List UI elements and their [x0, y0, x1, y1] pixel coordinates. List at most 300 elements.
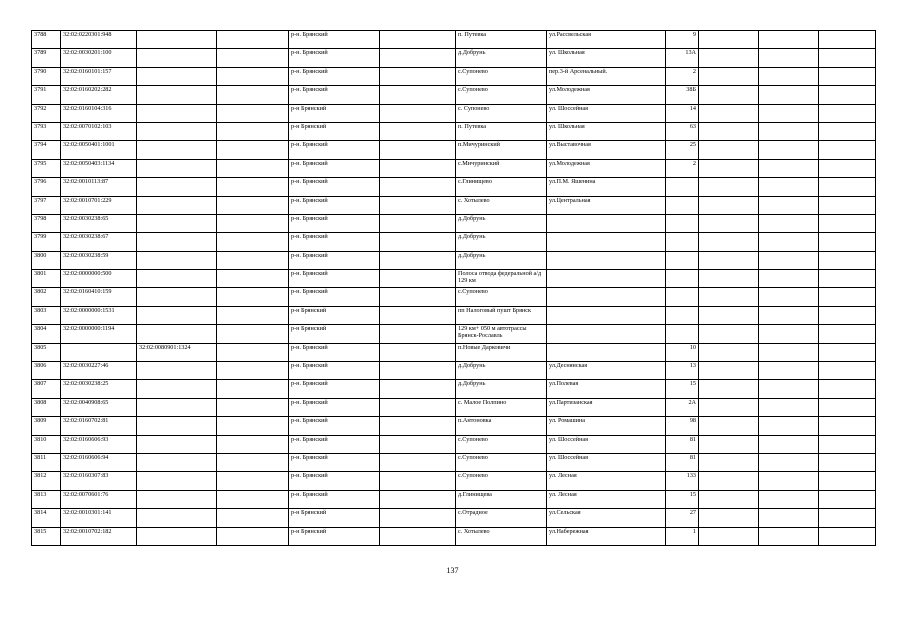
table-row	[32, 104, 876, 122]
extra-number-cell	[137, 122, 217, 140]
extra-number-cell	[137, 453, 217, 471]
blank-cell	[217, 233, 289, 251]
blank-cell	[217, 362, 289, 380]
settlement-cell: с.Супонево	[456, 67, 547, 85]
blank-cell	[699, 490, 759, 508]
settlement-cell: с. Малое Полпино	[456, 398, 547, 416]
blank-cell	[759, 490, 819, 508]
row-number-cell: 3801	[32, 270, 61, 288]
blank-cell	[217, 104, 289, 122]
row-number-cell: 3795	[32, 159, 61, 177]
house-number-cell	[666, 288, 699, 306]
district-cell: р-н. Брянский	[289, 288, 380, 306]
row-number-cell: 3796	[32, 178, 61, 196]
blank-cell	[819, 122, 876, 140]
cadastral-number-cell: 32:02:0000000:1531	[61, 306, 137, 324]
street-cell: ул. Шоссейная	[547, 104, 666, 122]
extra-number-cell	[137, 178, 217, 196]
cadastral-number-cell: 32:02:0050403:1134	[61, 159, 137, 177]
row-number-cell: 3798	[32, 214, 61, 232]
district-cell: р-н. Брянский	[289, 196, 380, 214]
street-cell: ул.Сельская	[547, 509, 666, 527]
row-number-cell: 3799	[32, 233, 61, 251]
blank-cell	[699, 196, 759, 214]
blank-cell	[759, 31, 819, 49]
district-cell: р-н. Брянский	[289, 343, 380, 361]
district-cell: р-н. Брянский	[289, 141, 380, 159]
blank-cell	[380, 104, 456, 122]
blank-cell	[819, 435, 876, 453]
table-row	[32, 306, 876, 324]
district-cell: р-н. Брянский	[289, 490, 380, 508]
house-number-cell	[666, 233, 699, 251]
table-row	[32, 67, 876, 85]
row-number-cell: 3792	[32, 104, 61, 122]
house-number-cell: 9	[666, 31, 699, 49]
blank-cell	[759, 214, 819, 232]
blank-cell	[217, 343, 289, 361]
settlement-cell: п. Путевка	[456, 31, 547, 49]
blank-cell	[759, 233, 819, 251]
cadastral-number-cell: 32:02:0000000:1194	[61, 325, 137, 343]
blank-cell	[380, 31, 456, 49]
row-number-cell: 3810	[32, 435, 61, 453]
blank-cell	[217, 325, 289, 343]
street-cell: ул.Полевая	[547, 380, 666, 398]
blank-cell	[380, 472, 456, 490]
district-cell: р-н. Брянский	[289, 49, 380, 67]
street-cell	[547, 233, 666, 251]
settlement-cell: 129 км+ 050 м автотрассы Брянск-Рославль	[456, 325, 547, 343]
blank-cell	[380, 435, 456, 453]
district-cell: р-н. Брянский	[289, 159, 380, 177]
settlement-cell: д.Глинищева	[456, 490, 547, 508]
settlement-cell: д.Добрунь	[456, 251, 547, 269]
blank-cell	[217, 306, 289, 324]
extra-number-cell	[137, 270, 217, 288]
blank-cell	[380, 270, 456, 288]
house-number-cell: 25	[666, 141, 699, 159]
cadastral-number-cell: 32:02:0040908:65	[61, 398, 137, 416]
cadastral-number-cell: 32:02:0030201:100	[61, 49, 137, 67]
blank-cell	[380, 67, 456, 85]
row-number-cell: 3815	[32, 527, 61, 545]
blank-cell	[819, 196, 876, 214]
house-number-cell: 1	[666, 527, 699, 545]
cadastral-number-cell: 32:02:0160606:94	[61, 453, 137, 471]
street-cell	[547, 306, 666, 324]
blank-cell	[380, 453, 456, 471]
extra-number-cell	[137, 104, 217, 122]
blank-cell	[380, 306, 456, 324]
cadastral-number-cell: 32:02:0160101:157	[61, 67, 137, 85]
extra-number-cell	[137, 251, 217, 269]
blank-cell	[217, 380, 289, 398]
blank-cell	[699, 453, 759, 471]
blank-cell	[759, 472, 819, 490]
blank-cell	[699, 251, 759, 269]
cadastral-number-cell: 32:02:0070102:103	[61, 122, 137, 140]
row-number-cell: 3793	[32, 122, 61, 140]
street-cell: ул. Школьная	[547, 122, 666, 140]
street-cell: пер.3-й Арсенальный.	[547, 67, 666, 85]
blank-cell	[217, 398, 289, 416]
settlement-cell: с.Глинищево	[456, 178, 547, 196]
extra-number-cell	[137, 86, 217, 104]
district-cell: р-н Брянский	[289, 527, 380, 545]
cadastral-number-cell: 32:02:0160606:93	[61, 435, 137, 453]
blank-cell	[759, 362, 819, 380]
blank-cell	[380, 233, 456, 251]
blank-cell	[699, 31, 759, 49]
extra-number-cell	[137, 490, 217, 508]
house-number-cell	[666, 214, 699, 232]
blank-cell	[380, 159, 456, 177]
cadastral-number-cell: 32:02:0030238:25	[61, 380, 137, 398]
blank-cell	[819, 49, 876, 67]
district-cell: р-н. Брянский	[289, 362, 380, 380]
street-cell: ул. Лесная	[547, 472, 666, 490]
table-row	[32, 380, 876, 398]
table-row	[32, 343, 876, 361]
cadastral-number-cell: 32:02:0070601:76	[61, 490, 137, 508]
blank-cell	[819, 490, 876, 508]
blank-cell	[217, 122, 289, 140]
house-number-cell	[666, 178, 699, 196]
blank-cell	[819, 325, 876, 343]
blank-cell	[819, 472, 876, 490]
row-number-cell: 3809	[32, 417, 61, 435]
blank-cell	[380, 288, 456, 306]
blank-cell	[699, 362, 759, 380]
district-cell: р-н Брянский	[289, 306, 380, 324]
row-number-cell: 3794	[32, 141, 61, 159]
blank-cell	[380, 490, 456, 508]
cadastral-number-cell: 32:02:0160410:159	[61, 288, 137, 306]
blank-cell	[217, 417, 289, 435]
cadastral-number-cell: 32:02:0160202:282	[61, 86, 137, 104]
street-cell	[547, 343, 666, 361]
blank-cell	[819, 159, 876, 177]
district-cell: р-н. Брянский	[289, 380, 380, 398]
district-cell: р-н Брянский	[289, 509, 380, 527]
street-cell: ул. Ромашина	[547, 417, 666, 435]
settlement-cell: с.Супонево	[456, 453, 547, 471]
street-cell: ул.П.М. Яшенина	[547, 178, 666, 196]
row-number-cell: 3812	[32, 472, 61, 490]
street-cell	[547, 270, 666, 288]
table-row	[32, 527, 876, 545]
blank-cell	[699, 417, 759, 435]
blank-cell	[217, 251, 289, 269]
table-row	[32, 435, 876, 453]
table-row	[32, 86, 876, 104]
house-number-cell: 2А	[666, 398, 699, 416]
blank-cell	[759, 417, 819, 435]
settlement-cell: д.Добрунь	[456, 380, 547, 398]
table-row	[32, 49, 876, 67]
district-cell: р-н. Брянский	[289, 472, 380, 490]
blank-cell	[759, 86, 819, 104]
blank-cell	[217, 214, 289, 232]
table-row	[32, 122, 876, 140]
blank-cell	[759, 325, 819, 343]
extra-number-cell	[137, 49, 217, 67]
blank-cell	[819, 86, 876, 104]
blank-cell	[819, 527, 876, 545]
house-number-cell: 13А	[666, 49, 699, 67]
blank-cell	[217, 509, 289, 527]
blank-cell	[759, 122, 819, 140]
row-number-cell: 3800	[32, 251, 61, 269]
blank-cell	[217, 435, 289, 453]
street-cell: ул.Центральная	[547, 196, 666, 214]
blank-cell	[699, 325, 759, 343]
register-table-body	[32, 31, 876, 546]
extra-number-cell	[137, 398, 217, 416]
blank-cell	[217, 527, 289, 545]
house-number-cell	[666, 306, 699, 324]
table-row	[32, 509, 876, 527]
blank-cell	[819, 104, 876, 122]
blank-cell	[699, 178, 759, 196]
table-row	[32, 251, 876, 269]
settlement-cell: с.Отрадное	[456, 509, 547, 527]
blank-cell	[380, 122, 456, 140]
street-cell: ул. Шоссейная	[547, 435, 666, 453]
cadastral-number-cell: 32:02:0010701:229	[61, 196, 137, 214]
row-number-cell: 3806	[32, 362, 61, 380]
blank-cell	[759, 49, 819, 67]
district-cell: р-н Брянский	[289, 104, 380, 122]
blank-cell	[759, 398, 819, 416]
cadastral-number-cell: 32:02:0030227:46	[61, 362, 137, 380]
blank-cell	[699, 472, 759, 490]
table-row	[32, 288, 876, 306]
blank-cell	[217, 270, 289, 288]
table-row	[32, 196, 876, 214]
settlement-cell: с.Супонево	[456, 86, 547, 104]
house-number-cell	[666, 251, 699, 269]
district-cell: р-н Брянский	[289, 122, 380, 140]
row-number-cell: 3788	[32, 31, 61, 49]
row-number-cell: 3804	[32, 325, 61, 343]
blank-cell	[380, 196, 456, 214]
street-cell: ул.Набережная	[547, 527, 666, 545]
house-number-cell	[666, 325, 699, 343]
row-number-cell: 3790	[32, 67, 61, 85]
blank-cell	[759, 306, 819, 324]
row-number-cell: 3802	[32, 288, 61, 306]
blank-cell	[759, 380, 819, 398]
table-row	[32, 159, 876, 177]
settlement-cell: пп Налоговый пушт Брянск	[456, 306, 547, 324]
blank-cell	[759, 67, 819, 85]
district-cell: р-н. Брянский	[289, 233, 380, 251]
blank-cell	[217, 288, 289, 306]
blank-cell	[699, 306, 759, 324]
row-number-cell: 3813	[32, 490, 61, 508]
house-number-cell: 2	[666, 67, 699, 85]
house-number-cell: 2	[666, 159, 699, 177]
extra-number-cell	[137, 472, 217, 490]
house-number-cell: 15	[666, 380, 699, 398]
blank-cell	[819, 233, 876, 251]
district-cell: р-н. Брянский	[289, 86, 380, 104]
extra-number-cell	[137, 214, 217, 232]
street-cell	[547, 325, 666, 343]
cadastral-number-cell: 32:02:0010301:141	[61, 509, 137, 527]
extra-number-cell: 32:02:0080901:1324	[137, 343, 217, 361]
settlement-cell: п.Новые Дарковичи	[456, 343, 547, 361]
blank-cell	[699, 233, 759, 251]
blank-cell	[759, 270, 819, 288]
blank-cell	[217, 178, 289, 196]
cadastral-number-cell: 32:02:0000000:500	[61, 270, 137, 288]
page-number: 137	[446, 566, 459, 575]
row-number-cell: 3789	[32, 49, 61, 67]
blank-cell	[699, 398, 759, 416]
house-number-cell: 63	[666, 122, 699, 140]
blank-cell	[380, 214, 456, 232]
street-cell	[547, 288, 666, 306]
blank-cell	[380, 509, 456, 527]
cadastral-number-cell: 32:02:0160307:83	[61, 472, 137, 490]
register-table	[31, 30, 876, 546]
blank-cell	[819, 362, 876, 380]
settlement-cell: д.Добрунь	[456, 214, 547, 232]
table-row	[32, 325, 876, 343]
house-number-cell: 38Б	[666, 86, 699, 104]
street-cell: ул.Деснянская	[547, 362, 666, 380]
blank-cell	[217, 31, 289, 49]
row-number-cell: 3808	[32, 398, 61, 416]
blank-cell	[699, 104, 759, 122]
table-row	[32, 214, 876, 232]
extra-number-cell	[137, 380, 217, 398]
street-cell: ул.Молодежная	[547, 159, 666, 177]
extra-number-cell	[137, 362, 217, 380]
district-cell: р-н Брянский	[289, 325, 380, 343]
extra-number-cell	[137, 233, 217, 251]
settlement-cell: п. Путевка	[456, 122, 547, 140]
blank-cell	[819, 417, 876, 435]
house-number-cell: 133	[666, 472, 699, 490]
cadastral-number-cell: 32:02:0010113:87	[61, 178, 137, 196]
row-number-cell: 3814	[32, 509, 61, 527]
blank-cell	[699, 214, 759, 232]
cadastral-number-cell: 32:02:0030238:59	[61, 251, 137, 269]
blank-cell	[819, 380, 876, 398]
house-number-cell	[666, 270, 699, 288]
settlement-cell: с. Хотылево	[456, 196, 547, 214]
table-row	[32, 398, 876, 416]
extra-number-cell	[137, 306, 217, 324]
house-number-cell: 81	[666, 453, 699, 471]
extra-number-cell	[137, 31, 217, 49]
blank-cell	[380, 527, 456, 545]
table-row	[32, 141, 876, 159]
blank-cell	[819, 141, 876, 159]
table-row	[32, 453, 876, 471]
house-number-cell: 27	[666, 509, 699, 527]
blank-cell	[759, 141, 819, 159]
blank-cell	[819, 288, 876, 306]
district-cell: р-н. Брянский	[289, 214, 380, 232]
table-row	[32, 31, 876, 49]
extra-number-cell	[137, 325, 217, 343]
extra-number-cell	[137, 159, 217, 177]
district-cell: р-н. Брянский	[289, 417, 380, 435]
extra-number-cell	[137, 141, 217, 159]
street-cell: ул. Шоссейная	[547, 453, 666, 471]
extra-number-cell	[137, 67, 217, 85]
blank-cell	[819, 343, 876, 361]
settlement-cell: с. Хотылево	[456, 527, 547, 545]
blank-cell	[380, 343, 456, 361]
blank-cell	[759, 159, 819, 177]
blank-cell	[217, 196, 289, 214]
settlement-cell: с.Супонево	[456, 472, 547, 490]
extra-number-cell	[137, 417, 217, 435]
blank-cell	[699, 159, 759, 177]
row-number-cell: 3805	[32, 343, 61, 361]
blank-cell	[699, 67, 759, 85]
blank-cell	[699, 86, 759, 104]
blank-cell	[217, 67, 289, 85]
blank-cell	[380, 362, 456, 380]
blank-cell	[699, 270, 759, 288]
blank-cell	[217, 490, 289, 508]
street-cell	[547, 214, 666, 232]
house-number-cell: 13	[666, 362, 699, 380]
house-number-cell: 81	[666, 435, 699, 453]
blank-cell	[819, 67, 876, 85]
blank-cell	[819, 509, 876, 527]
cadastral-number-cell: 32:02:0160104:316	[61, 104, 137, 122]
settlement-cell: Полоса отвода федеральной а/д 129 км	[456, 270, 547, 288]
blank-cell	[819, 453, 876, 471]
blank-cell	[699, 435, 759, 453]
blank-cell	[217, 86, 289, 104]
cadastral-number-cell: 32:02:0010702:182	[61, 527, 137, 545]
blank-cell	[759, 178, 819, 196]
blank-cell	[819, 398, 876, 416]
settlement-cell: с.Супонево	[456, 435, 547, 453]
table-row	[32, 270, 876, 288]
blank-cell	[380, 251, 456, 269]
blank-cell	[819, 178, 876, 196]
house-number-cell: 14	[666, 104, 699, 122]
blank-cell	[819, 306, 876, 324]
street-cell: ул.Молодежная	[547, 86, 666, 104]
settlement-cell: д.Добрунь	[456, 233, 547, 251]
street-cell: ул.Рассвельская	[547, 31, 666, 49]
settlement-cell: с. Супонево	[456, 104, 547, 122]
blank-cell	[819, 214, 876, 232]
blank-cell	[759, 453, 819, 471]
row-number-cell: 3791	[32, 86, 61, 104]
extra-number-cell	[137, 435, 217, 453]
row-number-cell: 3807	[32, 380, 61, 398]
row-number-cell: 3803	[32, 306, 61, 324]
settlement-cell: с.Мичуринский	[456, 159, 547, 177]
settlement-cell: п.Антоновка	[456, 417, 547, 435]
house-number-cell	[666, 196, 699, 214]
blank-cell	[699, 343, 759, 361]
street-cell: ул.Выставочная	[547, 141, 666, 159]
table-row	[32, 472, 876, 490]
